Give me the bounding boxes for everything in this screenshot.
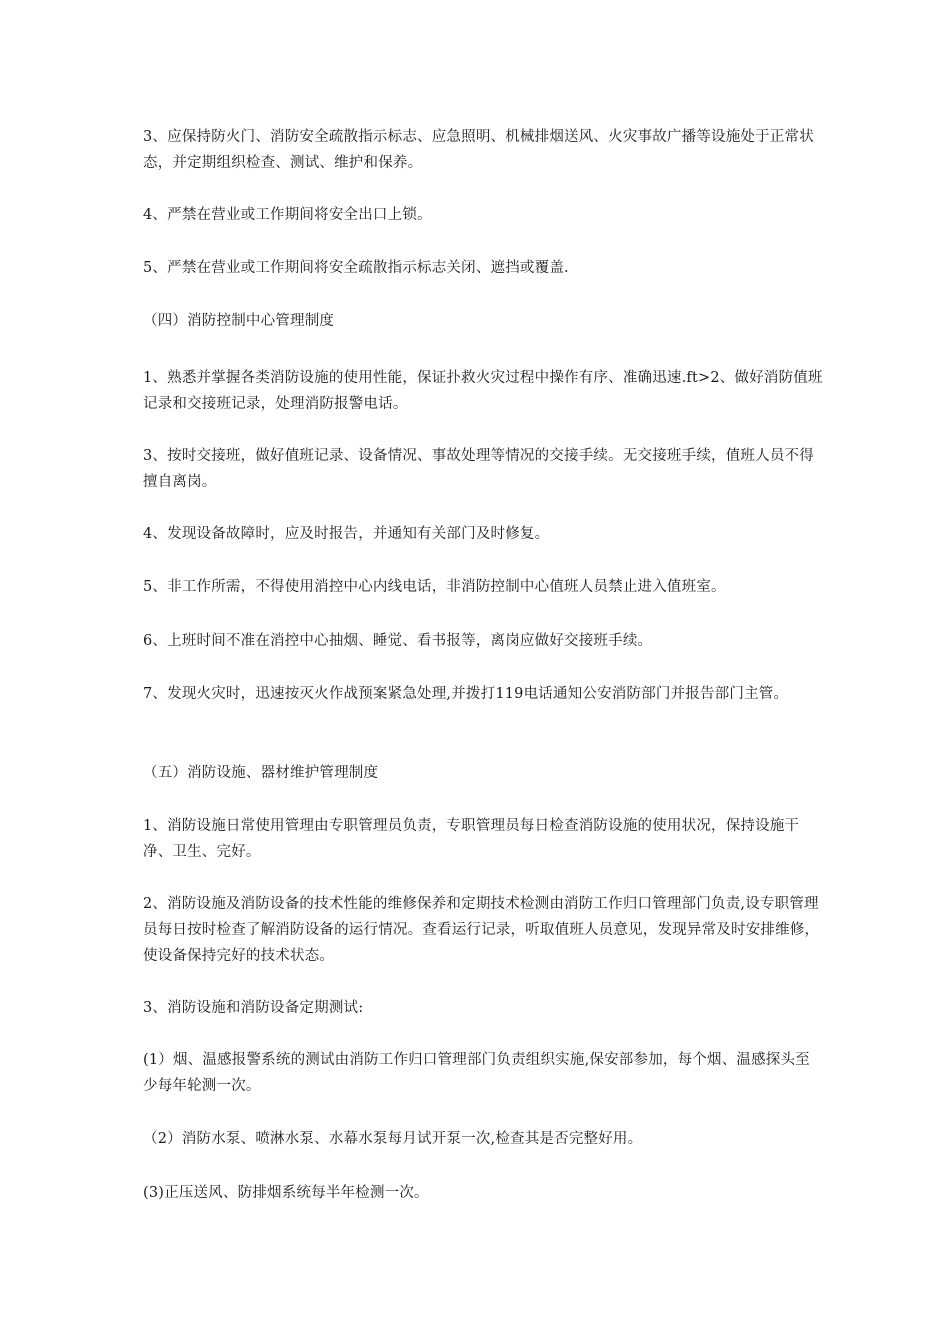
paragraph-test-2: （2）消防水泵、喷淋水泵、水幕水泵每月试开泵一次,检查其是否完整好用。 (143, 1131, 643, 1147)
section-heading-5: （五）消防设施、器材维护管理制度 (143, 765, 379, 781)
section-heading-4: （四）消防控制中心管理制度 (143, 313, 335, 329)
paragraph-maintenance-2: 2、消防设施及消防设备的技术性能的维修保养和定期技术检测由消防工作归口管理部门负责,设专职管理员每日按时检查了解消防设备的运行情况。查看运行记录，听取值班人员意见，发现异常及时安排维修，使设备保持完好的技术状态。 (143, 896, 820, 964)
paragraph-test-1: (1）烟、温感报警系统的测试由消防工作归口管理部门负责组织实施,保安部参加，每个烟、温感探头至少每年轮测一次。 (143, 1052, 810, 1094)
paragraph-maintenance-1: 1、消防设施日常使用管理由专职管理员负责，专职管理员每日检查消防设施的使用状况，保持设施干净、卫生、完好。 (143, 818, 800, 860)
paragraph-item-4-exit-lock: 4、严禁在营业或工作期间将安全出口上锁。 (143, 207, 432, 223)
paragraph-control-center-1: 1、熟悉并掌握各类消防设施的使用性能，保证扑救火灾过程中操作有序、准确迅速.ft>2、做好消防值班记录和交接班记录，处理消防报警电话。 (143, 370, 823, 412)
paragraph-test-3: (3)正压送风、防排烟系统每半年检测一次。 (143, 1185, 429, 1201)
paragraph-control-center-5: 5、非工作所需，不得使用消控中心内线电话，非消防控制中心值班人员禁止进入值班室。 (143, 579, 726, 595)
paragraph-item-5-signs: 5、严禁在营业或工作期间将安全疏散指示标志关闭、遮挡或覆盖. (143, 260, 569, 276)
paragraph-control-center-7: 7、发现火灾时，迅速按灭火作战预案紧急处理,并拨打119电话通知公安消防部门并报告部门主管。 (143, 686, 789, 702)
paragraph-control-center-3: 3、按时交接班，做好值班记录、设备情况、事故处理等情况的交接手续。无交接班手续，值班人员不得擅自离岗。 (143, 448, 814, 490)
paragraph-control-center-6: 6、上班时间不准在消控中心抽烟、睡觉、看书报等，离岗应做好交接班手续。 (143, 633, 653, 649)
paragraph-item-3-facilities: 3、应保持防火门、消防安全疏散指示标志、应急照明、机械排烟送风、火灾事故广播等设施处于正常状态，并定期组织检查、测试、维护和保养。 (143, 129, 814, 171)
paragraph-control-center-4: 4、发现设备故障时，应及时报告，并通知有关部门及时修复。 (143, 526, 550, 542)
paragraph-maintenance-3: 3、消防设施和消防设备定期测试: (143, 1000, 364, 1016)
